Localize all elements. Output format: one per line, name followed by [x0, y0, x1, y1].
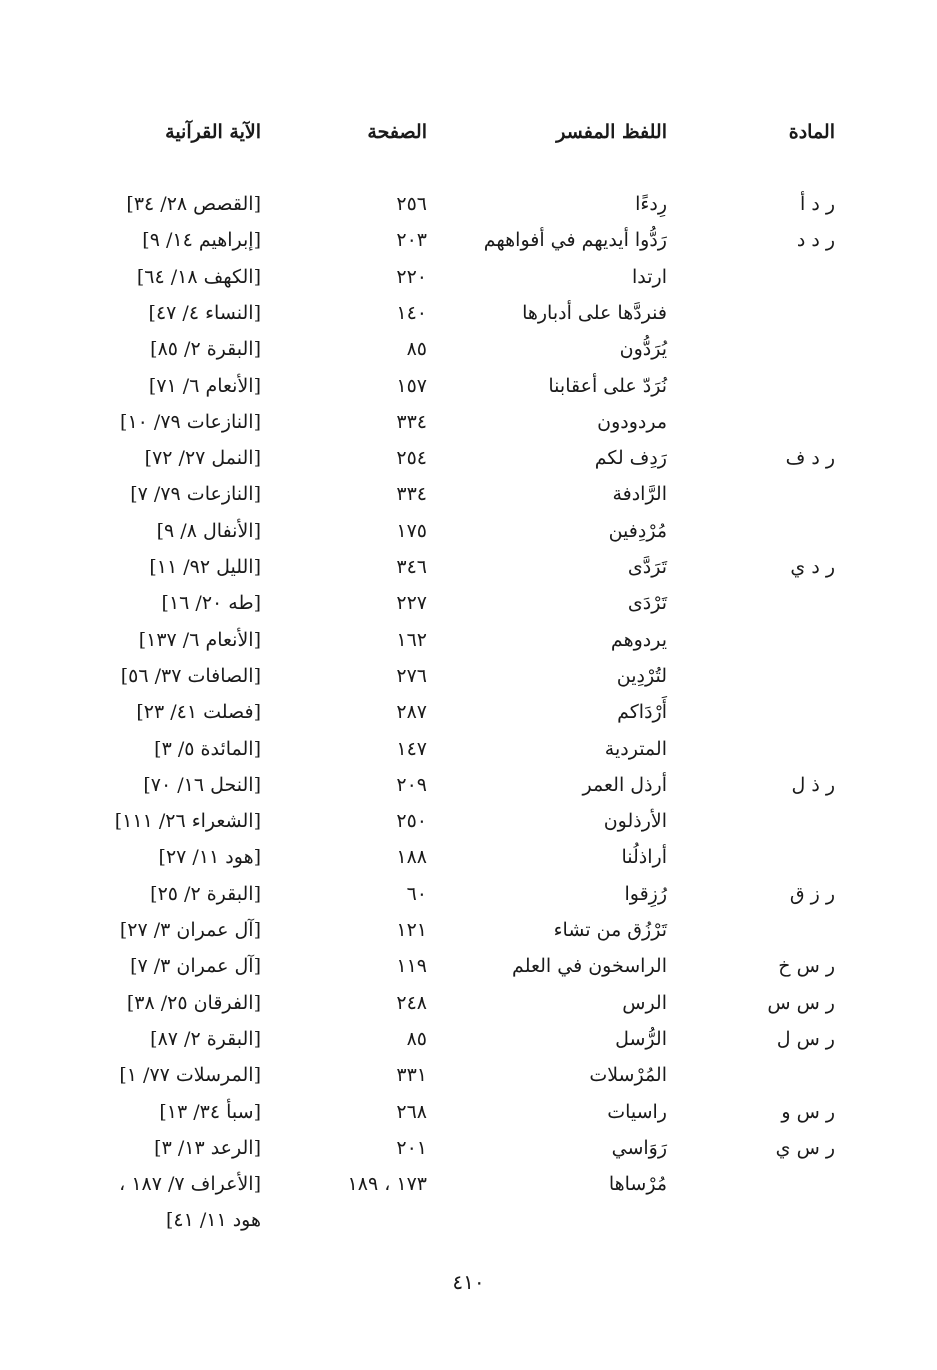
- entry-word: رَوَاسي: [611, 1136, 667, 1159]
- entry-word: المُرْسلات: [589, 1064, 667, 1087]
- entry-verse: [البقرة ٢/ ٨٥]: [150, 338, 261, 361]
- entry-verse: [الأنعام ٦/ ١٣٧]: [138, 628, 261, 651]
- table-row: [0, 513, 937, 549]
- entry-page: ٣٣٤: [396, 483, 427, 506]
- table-row: [0, 948, 937, 984]
- header-page: الصفحة: [367, 121, 427, 143]
- entry-word: أرذل العمر: [582, 773, 667, 796]
- table-row: [0, 658, 937, 694]
- table-row: [0, 912, 937, 948]
- entry-root: ر د أ: [800, 193, 835, 215]
- entry-page: ٢٤٨: [396, 991, 427, 1014]
- entry-root: ر س ي: [775, 1136, 835, 1159]
- entry-page: ١٤٧: [396, 737, 427, 760]
- page-number: ٤١٠: [452, 1270, 485, 1294]
- entry-page: ١٢١: [396, 919, 427, 941]
- entry-verse: [فصلت ٤١/ ٢٣]: [136, 701, 261, 724]
- entry-word: يُرَدُّون: [619, 338, 667, 361]
- entry-verse: [النساء ٤/ ٤٧]: [148, 301, 261, 324]
- entry-root: ر د ف: [785, 447, 835, 470]
- entry-verse: [الفرقان ٢٥/ ٣٨]: [126, 991, 261, 1014]
- entry-word: رَدِف لكم: [594, 447, 667, 470]
- entry-verse: [النمل ٢٧/ ٧٢]: [144, 447, 261, 470]
- entry-page: ٢٠٣: [396, 229, 427, 252]
- entry-page: ٨٥: [406, 1027, 427, 1050]
- entry-root: ر س س: [767, 991, 835, 1014]
- entry-verse: [آل عمران ٣/ ٧]: [130, 955, 261, 978]
- entry-verse: [الأنفال ٨/ ٩]: [156, 519, 261, 542]
- entry-verse: [النازعات ٧٩/ ١٠]: [120, 410, 261, 433]
- entry-page: ١٤٠: [396, 301, 427, 324]
- entry-verse: [المرسلات ٧٧/ ١]: [119, 1064, 261, 1087]
- entry-verse: [هود ١١/ ٢٧]: [158, 846, 261, 869]
- entry-word: رِدءًا: [635, 193, 667, 215]
- entry-page: ٢٧٦: [396, 664, 427, 687]
- entry-verse: [البقرة ٢/ ٢٥]: [150, 882, 261, 905]
- entry-word: مُرْساها: [608, 1173, 667, 1196]
- entry-page: ٢٥٠: [396, 810, 427, 833]
- table-row: [0, 440, 937, 476]
- entry-word: رَدُّوا أيديهم في أفواههم: [483, 229, 667, 252]
- entry-page: ٣٣١: [396, 1064, 427, 1087]
- table-row: [0, 476, 937, 512]
- entry-verse: [الصافات ٣٧/ ٥٦]: [120, 664, 261, 687]
- table-row: [0, 876, 937, 912]
- entry-root: ر ذ ل: [791, 773, 835, 796]
- entry-word: مُرْدِفين: [608, 519, 667, 542]
- table-row: [0, 222, 937, 258]
- entry-word: أَرْدَاكم: [617, 701, 667, 724]
- entry-word: الرُّسل: [615, 1027, 667, 1050]
- entry-page: ٦٠: [406, 882, 427, 905]
- entry-verse: [الشعراء ٢٦/ ١١١]: [114, 810, 261, 833]
- entry-verse: [الأعراف ٧/ ١٨٧ ، هود ١١/ ٤١]: [119, 1173, 261, 1232]
- entry-word: الأرذلون: [603, 810, 667, 833]
- entry-page: ٢٦٨: [396, 1100, 427, 1123]
- entry-verse: [آل عمران ٣/ ٢٧]: [119, 919, 261, 941]
- entry-page: ٢٥٤: [396, 447, 427, 470]
- entry-verse: [المائدة ٥/ ٣]: [154, 737, 261, 760]
- entry-verse: [الأنعام ٦/ ٧١]: [148, 374, 261, 397]
- entry-word: فنردَّها على أدبارها: [522, 301, 667, 324]
- entry-word: المتردية: [604, 737, 667, 760]
- entry-verse: [سبأ ٣٤/ ١٣]: [159, 1100, 261, 1123]
- table-row: [0, 331, 937, 367]
- entry-word: رُزِقوا: [624, 882, 667, 905]
- entry-page: ٢٢٧: [396, 592, 427, 615]
- entry-page: ٢٨٧: [396, 701, 427, 724]
- table-row: [0, 767, 937, 803]
- table-row: [0, 1166, 937, 1238]
- table-row: [0, 1057, 937, 1093]
- entry-word: ارتدا: [632, 265, 667, 288]
- entry-verse: [طه ٢٠/ ١٦]: [161, 592, 261, 615]
- table-row: [0, 985, 937, 1021]
- entry-verse: [البقرة ٢/ ٨٧]: [150, 1027, 261, 1050]
- entry-word: تَرْدَى: [627, 592, 667, 615]
- table-row: [0, 731, 937, 767]
- entry-verse: [الليل ٩٢/ ١١]: [149, 556, 261, 578]
- entry-page: ١٧٥: [396, 519, 427, 542]
- entry-word: أراذلُنا: [621, 846, 667, 869]
- header-word: اللفظ المفسر: [556, 121, 667, 143]
- table-row: [0, 839, 937, 875]
- entry-verse: [النازعات ٧٩/ ٧]: [130, 483, 261, 506]
- table-row: [0, 368, 937, 404]
- table-row: [0, 295, 937, 331]
- entry-word: الراسخون في العلم: [512, 955, 667, 978]
- entry-page: ١٧٣ ، ١٨٩: [347, 1173, 427, 1196]
- entry-word: الرس: [622, 991, 667, 1014]
- entry-page: ٢٠٩: [396, 773, 427, 796]
- entry-page: ٣٣٤: [396, 410, 427, 433]
- entry-root: ر س و: [781, 1100, 835, 1123]
- entry-word: يردوهم: [610, 628, 667, 651]
- table-row: [0, 803, 937, 839]
- table-row: [0, 549, 937, 585]
- entry-verse: [القصص ٢٨/ ٣٤]: [126, 193, 261, 215]
- table-row: [0, 186, 937, 222]
- entry-word: راسيات: [607, 1100, 667, 1123]
- entry-page: ٢٠١: [396, 1136, 427, 1159]
- entry-page: ٨٥: [406, 338, 427, 361]
- entry-page: ١١٩: [396, 955, 427, 978]
- table-header: [0, 114, 937, 150]
- table-row: [0, 1094, 937, 1130]
- entry-root: ر س خ: [778, 955, 835, 978]
- entry-page: ٢٢٠: [396, 265, 427, 288]
- entry-word: تَرَدَّى: [627, 556, 667, 578]
- entry-word: مردودون: [597, 410, 667, 433]
- entry-page: ١٥٧: [396, 374, 427, 397]
- entry-verse: [إبراهيم ١٤/ ٩]: [142, 229, 261, 252]
- entry-root: ر د ي: [790, 556, 835, 578]
- entry-verse: [الرعد ١٣/ ٣]: [154, 1136, 261, 1159]
- table-row: [0, 259, 937, 295]
- entry-root: ر د د: [796, 229, 835, 252]
- entry-word: تَرْزُق من تشاء: [553, 919, 667, 941]
- entry-page: ١٦٢: [396, 628, 427, 651]
- table-row: [0, 585, 937, 621]
- entry-page: ١٨٨: [396, 846, 427, 869]
- table-row: [0, 404, 937, 440]
- table-row: [0, 694, 937, 730]
- entry-root: ر ز ق: [789, 882, 835, 905]
- entry-word: لتُرْدِين: [616, 664, 667, 687]
- header-root: المادة: [788, 121, 835, 143]
- table-row: [0, 1130, 937, 1166]
- entry-word: نُرَدّ على أعقابنا: [548, 374, 667, 397]
- table-row: [0, 622, 937, 658]
- entry-page: ٣٤٦: [396, 556, 427, 578]
- entry-verse: [الكهف ١٨/ ٦٤]: [136, 265, 261, 288]
- entry-word: الرَّادفة: [612, 483, 667, 506]
- table-row: [0, 1021, 937, 1057]
- entry-root: ر س ل: [776, 1027, 835, 1050]
- header-verse: الآية القرآنية: [165, 121, 261, 143]
- entry-verse: [النحل ١٦/ ٧٠]: [143, 773, 261, 796]
- entry-page: ٢٥٦: [396, 193, 427, 215]
